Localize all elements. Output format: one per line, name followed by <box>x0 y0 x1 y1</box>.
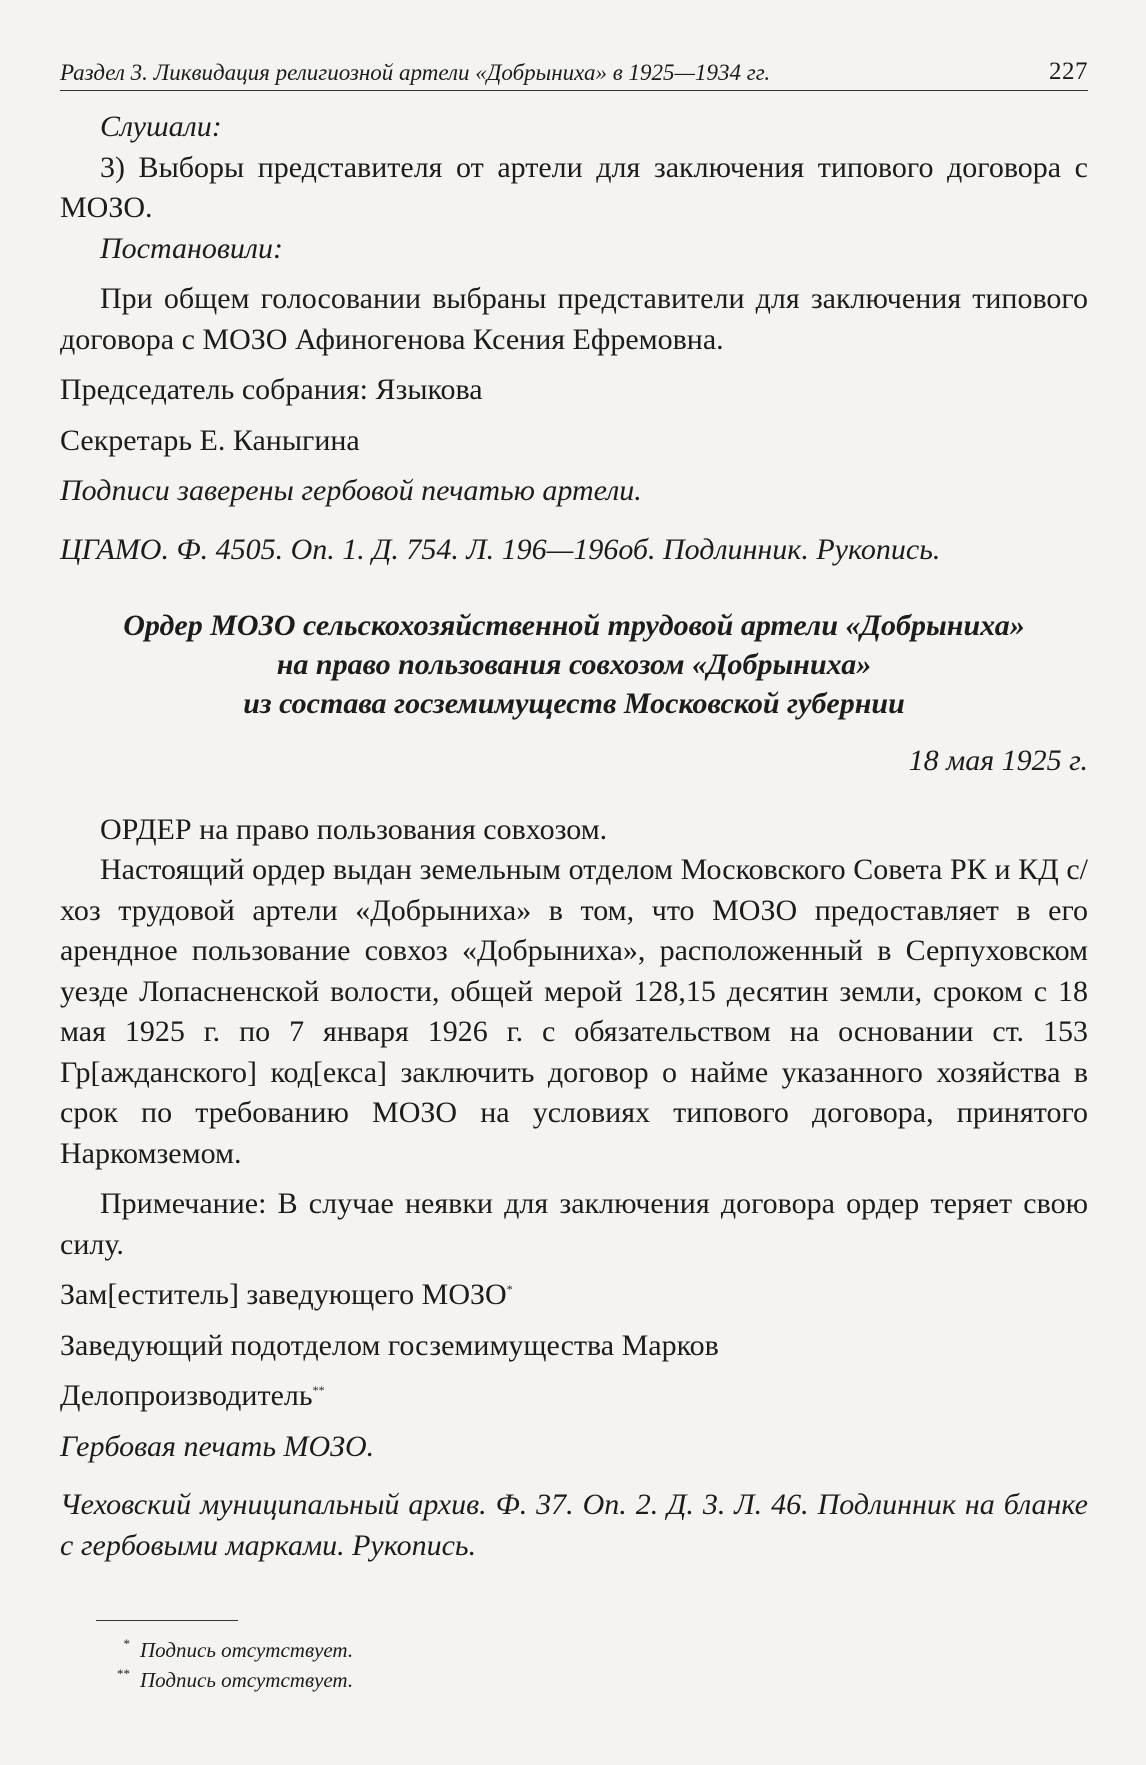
clerk-footnote-mark: ** <box>312 1383 325 1397</box>
footnote-rule <box>96 1620 238 1621</box>
chairman-line: Председатель собрания: Языкова <box>60 373 483 406</box>
document-date: 18 мая 1925 г. <box>908 744 1088 777</box>
document-title <box>60 606 1088 723</box>
page <box>60 58 1088 1566</box>
order-source: Чеховский муниципальный архив. Ф. 37. Оп. 2. Д. 3. Л. 46. Подлинник на бланке с гербовыми марками. Рукопись. <box>60 1488 1088 1562</box>
deputy-line <box>60 1275 1088 1316</box>
running-header <box>60 58 1088 91</box>
deputy-text: Зам[еститель] заведующего МОЗО <box>60 1278 507 1311</box>
page-body <box>60 107 1088 1566</box>
footnote-2 <box>96 1665 353 1695</box>
order-body: Настоящий ордер выдан земельным отделом Московского Совета РК и КД с/хоз трудовой артели «Добрыниха» в том, что МОЗО предоставляет в его арендное пользование совхоз «Добрыниха», расположенный в Серпуховском уезде Лопасненской волости, общей мерой 128,15 десятин земли, сроком с 18 мая 1925 г. по 7 января 1926 г. с обязательством на основании ст. 153 Гр[ажданского] код[екса] заключить договор о найме указанного хозяйства в срок по требованию МОЗО на условиях типового договора, принятого Наркомземом. <box>60 853 1088 1170</box>
heard-label: Слушали: <box>100 110 222 143</box>
footnote-1 <box>96 1635 353 1665</box>
footnote-mark: ** <box>117 1666 130 1682</box>
footnote-mark: * <box>123 1636 130 1651</box>
title-line-3: из состава госземимуществ Московской губернии <box>243 687 905 720</box>
running-title: Раздел 3. Ликвидация религиозной артели «Добрыниха» в 1925—1934 гг. <box>60 60 771 85</box>
deputy-footnote-mark: * <box>506 1282 513 1296</box>
footnotes <box>96 1620 353 1696</box>
resolved-label: Постановили: <box>100 231 283 265</box>
protocol-source: ЦГАМО. Ф. 4505. Оп. 1. Д. 754. Л. 196—196об. Подлинник. Рукопись. <box>60 532 941 566</box>
title-line-1: Ордер МОЗО сельскохозяйственной трудовой артели «Добрыниха» <box>123 609 1025 642</box>
resolution-text: При общем голосовании выбраны представители для заключения типового договора с МОЗО Афиногенова Ксения Ефремовна. <box>60 282 1088 356</box>
footnote-text: Подпись отсутствует. <box>140 1668 354 1693</box>
order-note: Примечание: В случае неявки для заключения договора ордер теряет свою силу. <box>60 1187 1088 1261</box>
protocol-item-3: 3) Выборы представителя от артели для заключения типового договора с МОЗО. <box>60 150 1088 224</box>
signatures-note: Подписи заверены гербовой печатью артели. <box>60 474 642 507</box>
clerk-line <box>60 1376 1088 1417</box>
footnote-text: Подпись отсутствует. <box>140 1638 354 1662</box>
head-line: Заведующий подотделом госземимущества Марков <box>60 1328 719 1362</box>
clerk-text: Делопроизводитель <box>60 1379 313 1412</box>
order-heading: ОРДЕР на право пользования совхозом. <box>100 812 608 846</box>
secretary-line: Секретарь Е. Каныгина <box>60 423 360 457</box>
page-number: 227 <box>1049 58 1088 85</box>
seal-note: Гербовая печать МОЗО. <box>60 1429 375 1463</box>
title-line-2: на право пользования совхозом «Добрыниха» <box>276 648 872 681</box>
